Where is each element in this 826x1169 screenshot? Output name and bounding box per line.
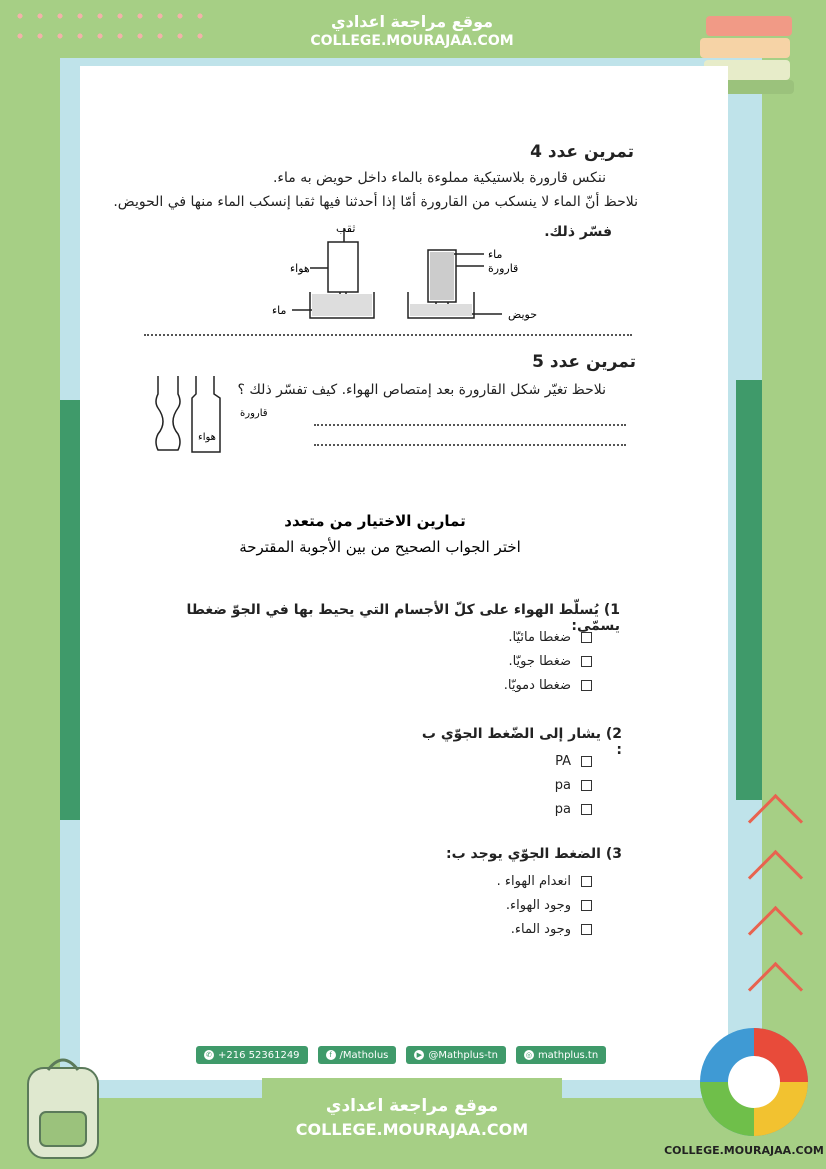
ex4-label-basin: حويض xyxy=(508,308,538,321)
chevron-up-icon xyxy=(756,802,795,841)
whatsapp-icon: ✆ xyxy=(204,1050,214,1060)
q1-option[interactable]: ضغطا مائيّا. xyxy=(460,626,592,650)
dot-pattern xyxy=(10,6,210,52)
checkbox[interactable] xyxy=(581,804,592,815)
chevron-up-icon xyxy=(756,858,795,897)
top-banner xyxy=(262,6,562,58)
frame-accent-right xyxy=(736,380,762,800)
chevron-up-icon xyxy=(756,914,795,953)
globe-icon: ◎ xyxy=(525,1051,532,1059)
ex4-label-bottle: قارورة xyxy=(488,262,519,275)
checkbox[interactable] xyxy=(581,900,592,911)
ex4-label-water2: ماء xyxy=(488,248,503,261)
q3-option[interactable]: انعدام الهواء . xyxy=(460,870,592,894)
q3-option[interactable]: وجود الماء. xyxy=(460,918,592,942)
ex5-title: تمرين عدد 5 xyxy=(532,352,636,372)
mcq-subtitle: اختر الجواب الصحيح من بين الأجوبة المقترحة xyxy=(239,538,521,556)
frame-accent-left xyxy=(60,400,80,820)
ex4-answer-line[interactable] xyxy=(144,334,632,336)
ex4-line2: نلاحظ أنّ الماء لا ينسكب من القارورة أمّا إذا أحدثنا فيها ثقبا إنسكب الماء منها في الحويض. xyxy=(113,194,638,210)
web-link[interactable]: ◎ mathplus.tn xyxy=(516,1046,606,1064)
ex5-answer-line2[interactable] xyxy=(314,444,626,446)
ex4-title: تمرين عدد 4 xyxy=(530,142,634,162)
q3-options xyxy=(460,870,592,942)
footer-site-title: موقع مراجعة اعدادي xyxy=(325,1096,499,1116)
ex5-diagram xyxy=(148,372,232,456)
q3-option[interactable]: وجود الهواء. xyxy=(460,894,592,918)
ex5-answer-line1[interactable] xyxy=(314,424,626,426)
logo-url[interactable]: COLLEGE.MOURAJAA.COM xyxy=(664,1144,824,1157)
site-url[interactable]: COLLEGE.MOURAJAA.COM xyxy=(310,33,514,49)
q3-text: 3) الضغط الجوّي يوجد ب: xyxy=(445,846,622,862)
q2-option[interactable]: pa xyxy=(500,774,592,798)
q2-options xyxy=(500,750,592,822)
q2-option[interactable]: pa xyxy=(500,798,592,822)
checkbox[interactable] xyxy=(581,680,592,691)
youtube-link[interactable]: ▶ @Mathplus-tn xyxy=(406,1046,506,1064)
phone-link[interactable]: ✆ +216 52361249 xyxy=(196,1046,308,1064)
q2-option[interactable]: PA xyxy=(500,750,592,774)
ex5-label-air: هواء xyxy=(198,432,216,443)
checkbox[interactable] xyxy=(581,756,592,767)
site-logo xyxy=(696,1024,812,1140)
youtube-icon: ▶ xyxy=(414,1050,424,1060)
ex4-line1: ننكس قارورة بلاستيكية مملوءة بالماء داخل حويض به ماء. xyxy=(272,170,606,186)
checkbox[interactable] xyxy=(581,876,592,887)
ex4-label-water: ماء xyxy=(272,304,287,317)
chevron-up-icon xyxy=(756,970,795,1009)
social-bar xyxy=(196,1046,606,1064)
facebook-icon: f xyxy=(326,1050,336,1060)
q1-text: 1) يُسلّط الهواء على كلّ الأجسام التي يحيط بها في الجوّ ضغطا يسمّى: xyxy=(186,602,620,634)
q1-option[interactable]: ضغطا دمويّا. xyxy=(460,674,592,698)
q2-text: 2) يشار إلى الضّغط الجوّي ب : xyxy=(421,726,622,758)
checkbox[interactable] xyxy=(581,656,592,667)
checkbox[interactable] xyxy=(581,632,592,643)
footer-site-url[interactable]: COLLEGE.MOURAJAA.COM xyxy=(295,1120,529,1139)
facebook-link[interactable]: f /Matholus xyxy=(318,1046,397,1064)
checkbox[interactable] xyxy=(581,924,592,935)
worksheet-paper xyxy=(80,66,728,1080)
q1-option[interactable]: ضغطا جويّا. xyxy=(460,650,592,674)
backpack-icon xyxy=(14,1048,114,1162)
mcq-title: تمارين الاختيار من متعدد xyxy=(284,512,466,530)
ex4-line3: فسّر ذلك. xyxy=(544,224,612,240)
checkbox[interactable] xyxy=(581,780,592,791)
ex5-label-bottle: قارورة xyxy=(240,408,268,419)
ex4-label-air: هواء xyxy=(290,262,310,275)
ex5-question: نلاحظ تغيّر شكل القارورة بعد إمتصاص الهواء. كيف تفسّر ذلك ؟ xyxy=(237,382,606,398)
ex4-label-hole: ثقب xyxy=(336,222,356,235)
bottom-banner xyxy=(262,1078,562,1163)
q1-options xyxy=(460,626,592,698)
site-title: موقع مراجعة اعدادي xyxy=(330,12,494,31)
